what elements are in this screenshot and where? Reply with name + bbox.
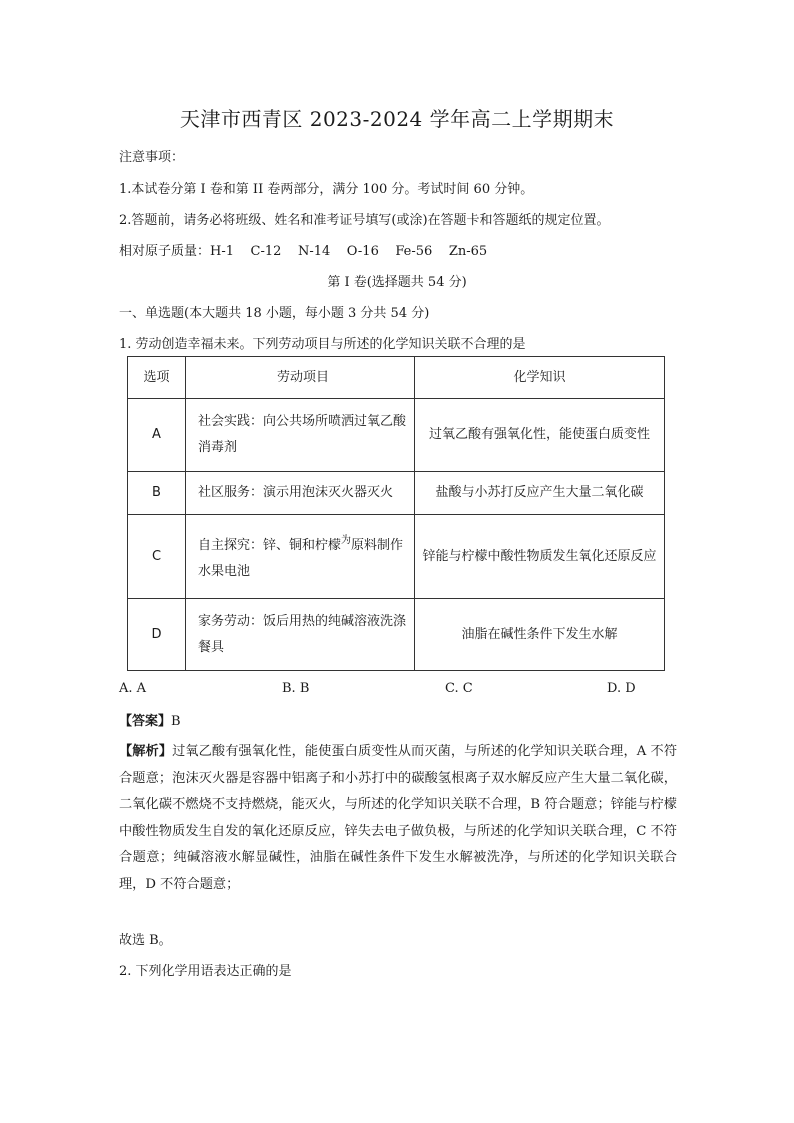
conclusion-line: 故选 B。 <box>119 933 172 948</box>
notice-item-1: 1.本试卷分第 I 卷和第 II 卷两部分，满分 100 分。考试时间 60 分钟。 <box>119 182 534 197</box>
option-cell: A <box>128 399 186 472</box>
option-cell: B <box>128 472 186 515</box>
table-row <box>128 399 665 472</box>
analysis-paragraph <box>119 739 677 898</box>
part-heading: 一、单选题(本大题共 18 小题，每小题 3 分共 54 分) <box>119 306 430 321</box>
page-title: 天津市西青区 2023-2024 学年高二上学期期末 <box>179 107 615 131</box>
labor-text-part: 原料制作水果电池 <box>198 538 404 579</box>
notice-heading: 注意事项： <box>119 150 185 165</box>
labor-text-part: 自主探究：锌、铜和柠檬 <box>198 538 342 553</box>
chem-cell: 油脂在碱性条件下发生水解 <box>415 599 665 671</box>
answer-line <box>119 710 181 729</box>
answer-value: B <box>171 714 181 729</box>
table-row <box>128 599 665 671</box>
choice-d: D. D <box>607 681 636 696</box>
labor-superscript: 为 <box>341 535 352 546</box>
answer-label: 【答案】 <box>119 714 172 729</box>
labor-cell: 家务劳动：饭后用热的纯碱溶液洗涤餐具 <box>186 599 415 671</box>
chem-cell: 过氧乙酸有强氧化性，能使蛋白质变性 <box>415 399 665 472</box>
analysis-text: 过氧乙酸有强氧化性，能使蛋白质变性从而灭菌，与所述的化学知识关联合理，A 不符合题意；泡沫灭火器是容器中铝离子和小苏打中的碳酸氢根离子双水解反应产生大量二氧化碳，二氧化碳不燃烧不支持燃烧，能灭火，与所述的化学知识关联不合理，B 符合题意；锌能与柠檬中酸性物质发生自发的氧化还原反应，锌失去电子做负极，与所述的化学知识关联合理，C 不符合题意；纯碱溶液水解显碱性，油脂在碱性条件下发生水解被洗净，与所述的化学知识关联合理，D 不符合题意； <box>119 744 678 892</box>
choice-b: B. B <box>282 681 310 696</box>
table-header-row <box>128 357 665 399</box>
section-title: 第 I 卷(选择题共 54 分) <box>327 275 467 290</box>
table-header-cell: 选项 <box>128 357 186 399</box>
table-row <box>128 472 665 515</box>
question-2-stem: 2. 下列化学用语表达正确的是 <box>119 964 292 979</box>
analysis-label: 【解析】 <box>119 744 173 759</box>
table-header-cell: 劳动项目 <box>186 357 415 399</box>
question-1-stem: 1. 劳动创造幸福未来。下列劳动项目与所述的化学知识关联不合理的是 <box>119 337 526 352</box>
option-cell: D <box>128 599 186 671</box>
table-header-cell: 化学知识 <box>415 357 665 399</box>
labor-cell <box>186 515 415 599</box>
atomic-mass-line: 相对原子质量：H-1 C-12 N-14 O-16 Fe-56 Zn-65 <box>119 244 488 259</box>
labor-cell: 社会实践：向公共场所喷洒过氧乙酸消毒剂 <box>186 399 415 472</box>
choice-c: C. C <box>445 681 473 696</box>
option-cell: C <box>128 515 186 599</box>
choice-a: A. A <box>119 681 147 696</box>
question-1-table <box>127 356 665 671</box>
chem-cell: 盐酸与小苏打反应产生大量二氧化碳 <box>415 472 665 515</box>
labor-cell: 社区服务：演示用泡沫灭火器灭火 <box>186 472 415 515</box>
notice-item-2: 2.答题前，请务必将班级、姓名和准考证号填写(或涂)在答题卡和答题纸的规定位置。 <box>119 213 610 228</box>
chem-cell: 锌能与柠檬中酸性物质发生氧化还原反应 <box>415 515 665 599</box>
table-row <box>128 515 665 599</box>
